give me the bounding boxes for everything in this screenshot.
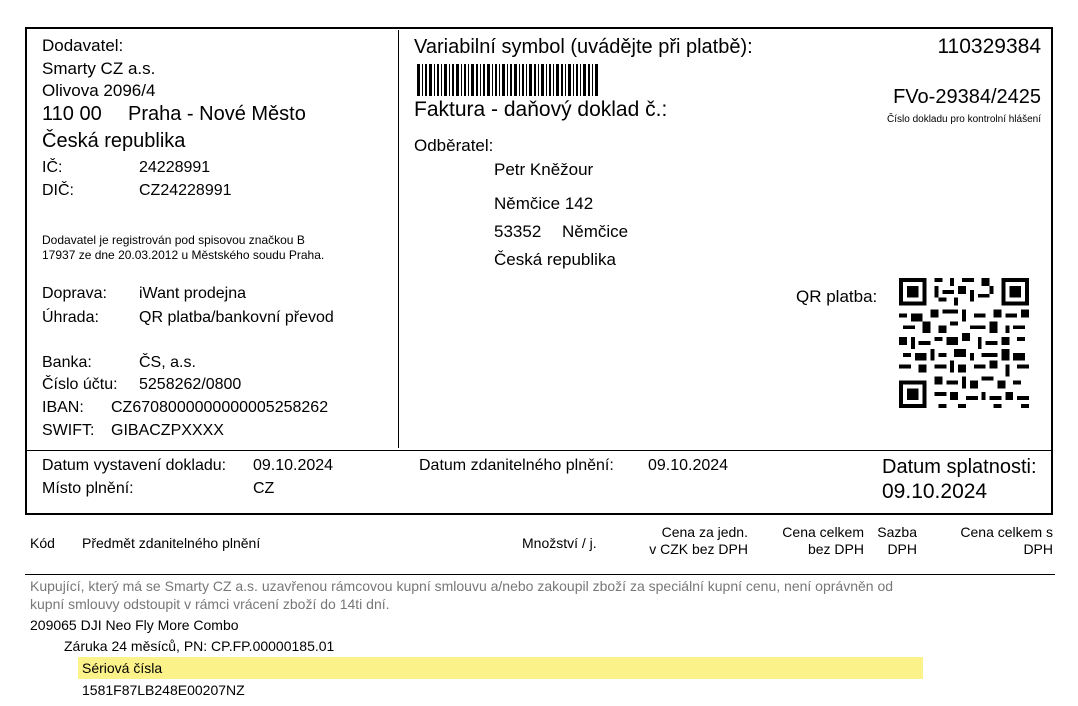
customer-heading: Odběratel: [414,136,494,155]
col-unit-price-1: Cena za jedn. [661,524,748,540]
serial-value: 1581F87LB248E00207NZ [82,682,245,698]
transport-value: iWant prodejna [139,285,247,302]
qr-label: QR platba: [796,287,878,306]
supplier-city: Praha - Nové Město [128,103,306,125]
customer-city: Němčice [562,222,629,241]
col-unit-price-2: v CZK bez DPH [649,541,748,557]
swift-label: SWIFT: [42,422,95,439]
notice-line-1: Kupující, který má se Smarty CZ a.s. uzavřenou rámcovou kupní smlouvu a/nebo zakoupil zboží za speciální kupní cenu, není oprávněn od [30,578,894,594]
table-header-line [25,574,1055,575]
col-vat-rate-1: Sazba [877,524,917,540]
ic-value: 24228991 [139,159,211,176]
column-divider [398,30,399,448]
barcode [417,64,599,96]
issue-date-label: Datum vystavení dokladu: [42,457,227,474]
dic-value: CZ24228991 [139,182,232,199]
supplier-heading: Dodavatel: [42,36,124,55]
taxable-date-label: Datum zdanitelného plnění: [419,457,614,474]
supplier-street: Olivova 2096/4 [42,81,156,100]
control-note: Číslo dokladu pro kontrolní hlášení [887,114,1041,125]
col-total-vat-1: Cena celkem s [960,524,1053,540]
notice-line-2: kupní smlouvy odstoupit v rámci vrácení zboží do 14ti dní. [30,596,390,612]
ic-label: IČ: [42,159,63,176]
transport-label: Doprava: [42,285,107,302]
registration-line-2: 17937 ze dne 20.03.2012 u Městského soudu Praha. [42,248,325,262]
qr-code-icon [898,278,1030,408]
serial-highlight [78,657,923,679]
col-vat-rate-2: DPH [887,541,917,557]
customer-zip: 53352 [494,222,542,241]
col-code: Kód [30,535,55,551]
customer-name: Petr Kněžour [494,160,594,179]
dic-label: DIČ: [42,182,74,199]
col-quantity: Množství / j. [522,535,597,551]
bank-label: Banka: [42,354,92,371]
serial-label: Sériová čísla [82,660,163,676]
customer-country: Česká republika [494,250,616,269]
col-subject: Předmět zdanitelného plnění [82,535,261,551]
variable-symbol-value: 110329384 [937,35,1041,58]
swift-value: GIBACZPXXXX [111,422,224,439]
item-warranty: Záruka 24 měsíců, PN: CP.FP.00000185.01 [64,638,335,654]
due-date-value: 09.10.2024 [882,480,988,503]
customer-street: Němčice 142 [494,194,594,213]
place-value: CZ [253,480,275,497]
iban-label: IBAN: [42,399,84,416]
invoice-number: FVo-29384/2425 [893,86,1041,108]
registration-line-1: Dodavatel je registrován pod spisovou značkou B [42,233,305,247]
payment-label: Úhrada: [42,309,99,326]
variable-symbol-label: Variabilní symbol (uvádějte při platbě): [414,36,753,58]
col-total-1: Cena celkem [782,524,864,540]
supplier-zip: 110 00 [42,103,102,125]
account-value: 5258262/0800 [139,376,242,393]
iban-value: CZ6708000000000005258262 [111,399,329,416]
taxable-date-value: 09.10.2024 [648,457,729,474]
dates-divider [25,450,1053,451]
place-label: Místo plnění: [42,480,134,497]
due-date-label: Datum splatnosti: [882,456,1037,478]
bank-value: ČS, a.s. [139,354,196,371]
supplier-name: Smarty CZ a.s. [42,59,156,78]
issue-date-value: 09.10.2024 [253,457,334,474]
payment-value: QR platba/bankovní převod [139,309,334,326]
supplier-country: Česká republika [42,130,186,152]
account-label: Číslo účtu: [42,376,118,393]
col-total-2: bez DPH [807,541,864,557]
invoice-title: Faktura - daňový doklad č.: [414,98,668,121]
col-total-vat-2: DPH [1023,541,1053,557]
item-code-name: 209065 DJI Neo Fly More Combo [30,617,239,633]
